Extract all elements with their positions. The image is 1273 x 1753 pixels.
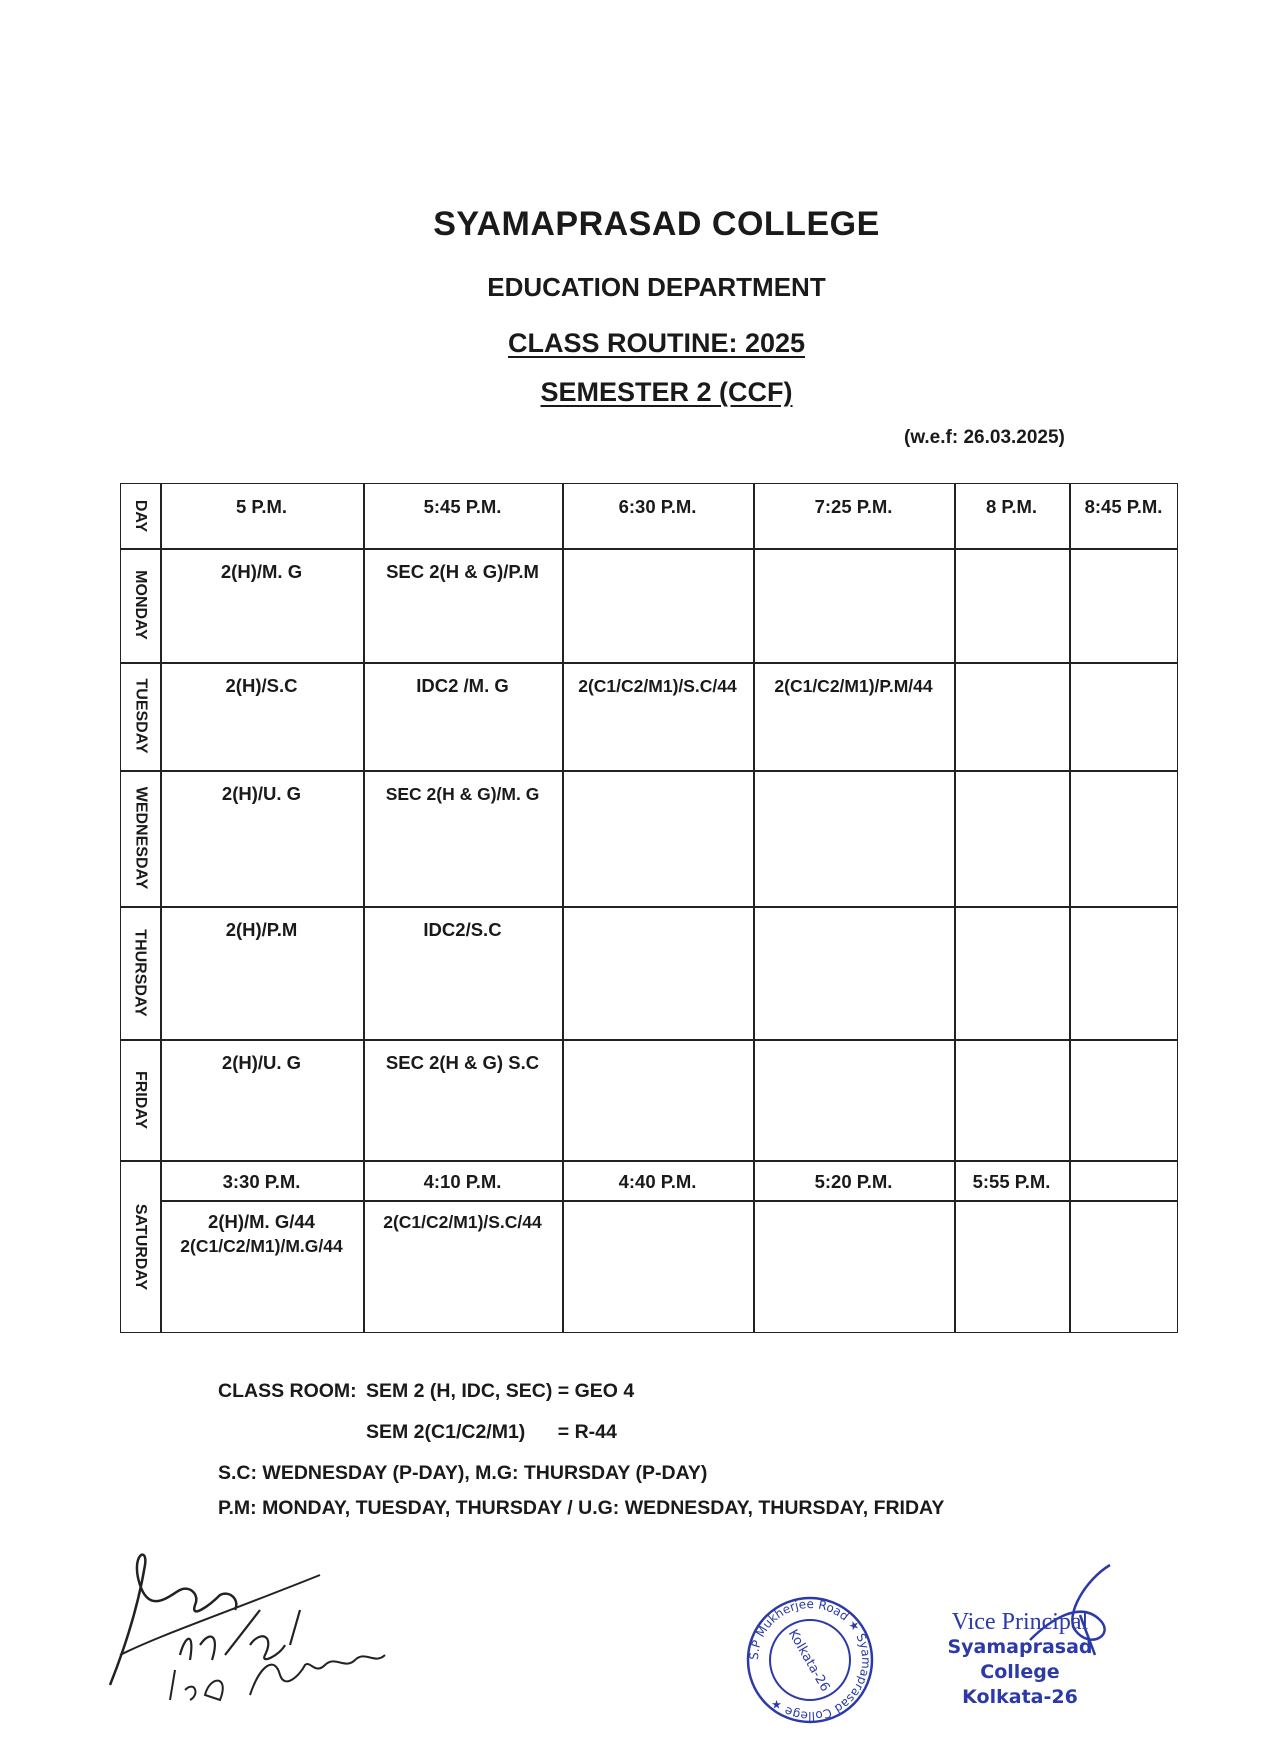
saturday-cell: 2(H)/M. G/44 (208, 1211, 315, 1232)
table-cell: 2(H)/U. G (221, 783, 302, 804)
effective-date: (w.e.f: 26.03.2025) (904, 427, 1065, 448)
time-header: 7:25 P.M. (814, 496, 893, 517)
column-divider (1069, 483, 1071, 1333)
college-stamp (745, 1595, 875, 1725)
day-header: DAY (132, 499, 149, 532)
time-header: 8 P.M. (985, 496, 1038, 517)
note-sc-mg: S.C: WEDNESDAY (P-DAY), M.G: THURSDAY (P-DAY) (218, 1462, 708, 1484)
day-label-saturday: SATURDAY (132, 1203, 150, 1290)
table-cell: SEC 2(H & G)/P.M (386, 561, 539, 582)
day-label-thursday-cell (120, 906, 160, 1039)
day-label-wednesday: WEDNESDAY (132, 786, 150, 890)
day-label-saturday-cell (120, 1160, 160, 1333)
time-header: 5:45 P.M. (423, 496, 502, 517)
table-cell: 2(H)/P.M (225, 919, 298, 940)
day-label-tuesday: TUESDAY (132, 678, 150, 754)
day-label-thursday: THURSDAY (132, 928, 150, 1017)
day-header-cell (120, 483, 160, 548)
semester-title-text: SEMESTER 2 (CCF) (540, 377, 793, 407)
day-label-monday: MONDAY (132, 570, 150, 640)
column-divider (562, 483, 564, 1333)
vp-city: Kolkata-26 (962, 1686, 1078, 1708)
column-divider (954, 483, 956, 1333)
table-cell: SEC 2(H & G)/M. G (385, 784, 540, 804)
day-label-wednesday-cell (120, 770, 160, 906)
day-label-friday: FRIDAY (132, 1070, 149, 1129)
routine-title (20, 328, 1273, 359)
day-label-tuesday-cell (120, 662, 160, 770)
table-cell: 2(H)/U. G (221, 1052, 302, 1073)
day-label-friday-cell (120, 1039, 160, 1160)
day-label-monday-cell (120, 548, 160, 662)
saturday-time-header: 5:20 P.M. (814, 1171, 893, 1192)
table-cell: 2(C1/C2/M1)/P.M/44 (774, 676, 933, 696)
table-cell: 2(H)/M. G (220, 561, 303, 582)
vice-principal-signature (1020, 1560, 1130, 1670)
stamp-center-text: Kolkata-26 (784, 1627, 833, 1695)
vp-college: Syamaprasad College (947, 1636, 1093, 1683)
time-header: 5 P.M. (235, 496, 288, 517)
saturday-cell: 2(C1/C2/M1)/M.G/44 (180, 1236, 343, 1256)
saturday-time-header: 4:40 P.M. (618, 1171, 697, 1192)
stamp-ring-text: S.P Mukherjee Road ★ Syamaprasad College ★ (746, 1596, 874, 1724)
column-divider (753, 483, 755, 1333)
classroom-line-1: SEM 2 (H, IDC, SEC) = GEO 4 (366, 1380, 635, 1402)
semester-title (30, 377, 1273, 408)
saturday-cell: 2(C1/C2/M1)/S.C/44 (383, 1212, 542, 1232)
classroom-line-2: SEM 2(C1/C2/M1) = R-44 (366, 1421, 617, 1443)
table-cell: 2(H)/S.C (225, 675, 298, 696)
time-header: 6:30 P.M. (618, 496, 697, 517)
saturday-time-header: 5:55 P.M. (972, 1171, 1051, 1192)
table-cell: SEC 2(H & G) S.C (385, 1052, 540, 1073)
table-cell: IDC2/S.C (423, 919, 502, 940)
department-name: EDUCATION DEPARTMENT (487, 272, 826, 302)
table-cell: IDC2 /M. G (416, 675, 509, 696)
college-name: SYAMAPRASAD COLLEGE (433, 205, 880, 243)
table-cell: 2(C1/C2/M1)/S.C/44 (578, 676, 737, 696)
saturday-time-header: 3:30 P.M. (222, 1171, 301, 1192)
classroom-label: CLASS ROOM: (218, 1380, 357, 1402)
vp-title: Vice Principal (951, 1609, 1089, 1635)
routine-title-text: CLASS ROUTINE: 2025 (507, 328, 806, 358)
hod-signature (100, 1535, 420, 1715)
note-pm-ug: P.M: MONDAY, TUESDAY, THURSDAY / U.G: WEDNESDAY, THURSDAY, FRIDAY (218, 1497, 945, 1519)
time-header: 8:45 P.M. (1084, 496, 1163, 517)
saturday-time-header: 4:10 P.M. (423, 1171, 502, 1192)
